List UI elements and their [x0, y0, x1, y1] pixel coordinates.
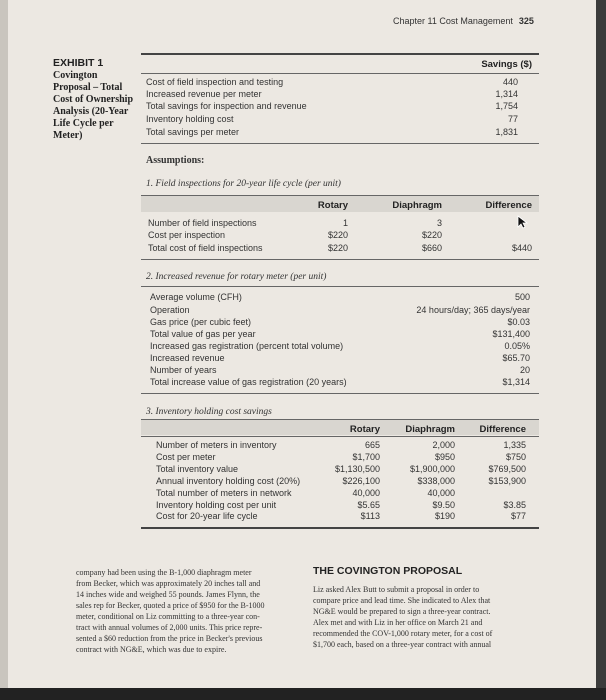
diaphragm-value: 3: [436, 218, 442, 228]
photo-bottom-edge: [0, 688, 606, 700]
savings-row-label: Inventory holding cost: [146, 114, 234, 124]
text-line: NG&E would be prepared to sign a three-year contract.: [313, 607, 491, 616]
table-row-label: Number of field inspections: [148, 218, 257, 228]
table-row-value: $65.70: [502, 353, 530, 363]
table-row-value: $1,314: [502, 377, 530, 387]
diaphragm-value: $9.50: [432, 500, 455, 510]
savings-col-header: Savings ($): [481, 59, 532, 70]
rotary-value: $113: [360, 511, 380, 521]
savings-row-value: 440: [502, 77, 518, 87]
table-row-label: Gas price (per cubic feet): [150, 317, 252, 327]
section1-col-rotary: Rotary: [317, 200, 348, 211]
rotary-value: $226,100: [342, 476, 380, 486]
savings-row-label: Total savings for inspection and revenue: [146, 101, 307, 111]
exhibit-caption: [53, 57, 133, 142]
table-row-value: $0.03: [507, 317, 530, 327]
table-row-label: Cost per meter: [156, 452, 216, 462]
diaphragm-value: $338,000: [417, 476, 455, 486]
table-row-label: Total value of gas per year: [150, 329, 256, 339]
savings-row-value: 1,754: [495, 101, 518, 111]
diaphragm-value: 2,000: [432, 440, 455, 450]
text-line: tract with annual volumes of 2,000 units. This price repre-: [76, 623, 263, 632]
savings-row-label: Increased revenue per meter: [146, 89, 262, 99]
text-line: meter, conditional on Liz committing to a three-year con-: [76, 612, 260, 621]
body-text-left: [76, 567, 300, 655]
body-text-right: [313, 584, 543, 650]
rotary-value: 40,000: [352, 488, 380, 498]
section1-col-difference: Difference: [485, 200, 532, 211]
text-line: sales rep for Becker, quoted a price of $950 for the B-1000: [76, 601, 265, 610]
section3-header-rule: [141, 436, 539, 437]
table-top-rule: [141, 53, 539, 55]
assumptions-heading: Assumptions:: [146, 155, 205, 166]
table-row-value: 500: [514, 292, 530, 302]
table-row-label: Increased revenue: [150, 353, 225, 363]
difference-value: $769,500: [488, 464, 526, 474]
text-line: company had been using the B-1,000 diaphragm meter: [76, 568, 252, 577]
text-line: contract with NG&E, which was due to expire.: [76, 645, 227, 654]
chapter-title: Chapter 11 Cost Management: [393, 16, 513, 26]
table-row-label: Cost for 20-year life cycle: [156, 511, 258, 521]
savings-row-value: 1,831: [495, 127, 518, 137]
table-row-label: Total number of meters in network: [156, 488, 292, 498]
page-spine-shadow: [0, 0, 8, 688]
diaphragm-value: $660: [421, 243, 442, 253]
text-line: Liz asked Alex Butt to submit a proposal in order to: [313, 585, 480, 594]
text-line: compare price and lead time. She indicated to Alex that: [313, 596, 491, 605]
table-row-label: Operation: [150, 305, 190, 315]
table-row-label: Annual inventory holding cost (20%): [156, 476, 301, 486]
savings-row-label: Cost of field inspection and testing: [146, 77, 284, 87]
rotary-value: 1: [342, 218, 348, 228]
rotary-value: $1,130,500: [334, 464, 380, 474]
savings-bottom-rule: [141, 143, 539, 144]
section2-top-rule: [141, 286, 539, 287]
section1-title: 1. Field inspections for 20-year life cycle (per unit): [146, 179, 341, 189]
savings-row-value: 77: [507, 114, 518, 124]
section1-bottom-rule: [141, 259, 539, 260]
table-row-value: 0.05%: [504, 341, 530, 351]
rotary-value: $220: [327, 243, 348, 253]
diaphragm-value: 40,000: [427, 488, 455, 498]
exhibit-bottom-rule: [141, 527, 539, 529]
section2-title: 2. Increased revenue for rotary meter (per unit): [146, 272, 327, 282]
rotary-value: 665: [364, 440, 380, 450]
text-line: Alex met and with Liz in her office on March 21 and: [313, 618, 483, 627]
rotary-value: $1,700: [352, 452, 380, 462]
table-row-value: $131,400: [492, 329, 530, 339]
table-row-label: Number of years: [150, 365, 217, 375]
rotary-value: $220: [327, 230, 348, 240]
diaphragm-value: $190: [434, 511, 455, 521]
section-heading: THE COVINGTON PROPOSAL: [313, 565, 463, 577]
text-line: recommended the COV-1,000 rotary meter, for a cost of: [313, 629, 493, 638]
savings-header-rule: [141, 73, 539, 74]
section1-col-diaphragm: Diaphragm: [392, 200, 442, 211]
section3-title: 3. Inventory holding cost savings: [146, 407, 272, 417]
text-line: from Becker, which was approximately 20 inches tall and: [76, 579, 261, 588]
difference-value: 1,335: [503, 440, 526, 450]
savings-row-value: 1,314: [495, 89, 518, 99]
difference-value: $77: [510, 511, 526, 521]
diaphragm-value: $950: [434, 452, 455, 462]
table-row-value: 24 hours/day; 365 days/year: [416, 305, 530, 315]
difference-value: $3.85: [503, 500, 526, 510]
table-row-label: Average volume (CFH): [150, 292, 242, 302]
table-row-label: Total increase value of gas registration (20 years): [150, 377, 347, 387]
table-row-value: 20: [519, 365, 530, 375]
table-row-label: Inventory holding cost per unit: [156, 500, 277, 510]
section3-col-diaphragm: Diaphragm: [405, 424, 455, 435]
diaphragm-value: $220: [421, 230, 442, 240]
difference-value: $440: [511, 243, 532, 253]
section3-col-rotary: Rotary: [349, 424, 380, 435]
section2-bottom-rule: [141, 393, 539, 394]
table-row-label: Increased gas registration (percent total volume): [150, 341, 344, 351]
difference-value: $750: [505, 452, 526, 462]
text-line: 14 inches wide and weighed 55 pounds. James Flynn, the: [76, 590, 260, 599]
mouse-cursor-icon: [516, 215, 528, 229]
running-header: [393, 16, 534, 26]
rotary-value: $5.65: [357, 500, 380, 510]
savings-row-label: Total savings per meter: [146, 127, 240, 137]
table-row-label: Number of meters in inventory: [156, 440, 277, 450]
table-row-label: Cost per inspection: [148, 230, 226, 240]
section3-col-difference: Difference: [479, 424, 526, 435]
table-row-label: Total inventory value: [156, 464, 239, 474]
page-number: 325: [518, 16, 534, 26]
diaphragm-value: $1,900,000: [409, 464, 455, 474]
exhibit-title: Covington Proposal – Total Cost of Ownership Analysis (20-Year Life Cycle per Meter): [53, 70, 134, 141]
table-row-label: Total cost of field inspections: [148, 243, 263, 253]
exhibit-label: EXHIBIT 1: [53, 57, 104, 69]
text-line: $1,700 each, based on a three-year contract with annual: [313, 640, 492, 649]
text-line: sented a $60 reduction from the price in Becker's previous: [76, 634, 263, 643]
difference-value: $153,900: [488, 476, 526, 486]
